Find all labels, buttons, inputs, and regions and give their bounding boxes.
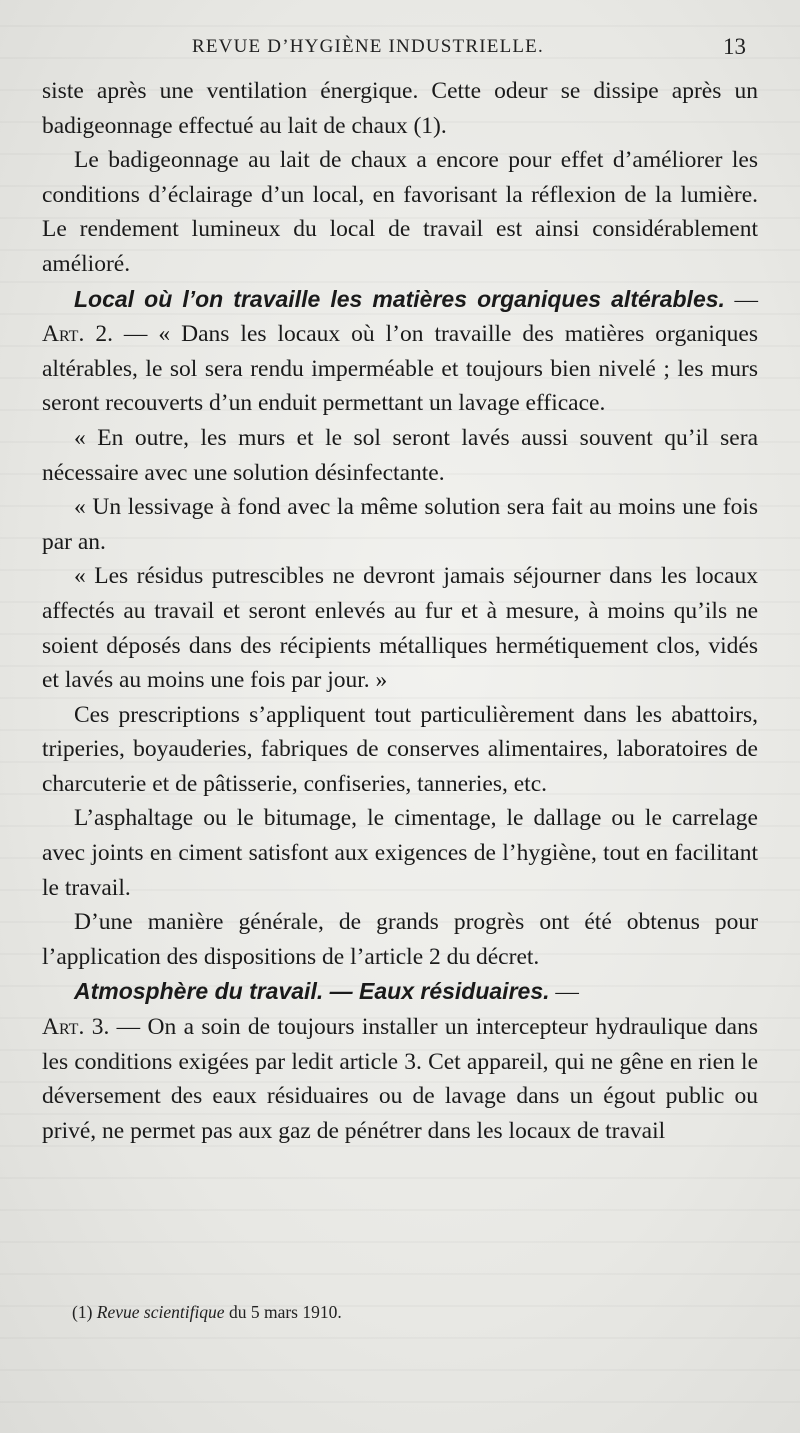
paragraph-2: Le badigeonnage au lait de chaux a encore pour effet d’améliorer les conditions d’éclairage d’un local, en favorisant la réflexion de la lumière. Le rendement lumineux du local de travail est ainsi considérablement amélioré. [42,147,758,277]
article-3-text: 3. — On a soin de toujours installer un intercepteur hydraulique dans les conditions exigées par ledit article 3. Cet appareil, qui ne gêne en rien le déversement des eaux résiduaires ou de lavage dans un égout public ou privé, ne permet pas aux gaz de pénétrer dans les locaux de travail [42,1014,758,1144]
paragraph-6: « Les résidus putrescibles ne devront jamais séjourner dans les locaux affectés au travail et seront enlevés au fur et à mesure, à moins qu’ils ne soient déposés dans des récipients métalliques hermétiquement clos, vidés et lavés au moins une fois par jour. » [42,563,758,694]
article-label: Art. [42,1014,85,1041]
article-2-text: 2. — « Dans les locaux où l’on travaille des matières organiques altérables, le sol sera rendu imperméable et toujours bien nivelé ; les murs seront recouverts d’un enduit permettant un lavage efficace. [42,321,758,417]
paragraph-10 [42,974,758,1148]
page-number: 13 [723,34,746,59]
paragraph-1: siste après une ventilation énergique. Cette odeur se dissipe après un badigeonnage effectué au lait de chaux (1). [42,78,758,139]
footnote-text: du 5 mars 1910. [228,1302,342,1322]
section-heading-local: Local où l’on travaille les matières organiques altérables. [74,285,725,312]
paragraph-8: L’asphaltage ou le bitumage, le cimentage, le dallage ou le carrelage avec joints en ciment satisfont aux exigences de l’hygiène, tout en facilitant le travail. [42,805,758,901]
heading-dash: — [549,979,579,1006]
paragraph-7: Ces prescriptions s’appliquent tout particulièrement dans les abattoirs, triperies, boyauderies, fabriques de conserves alimentaires, laboratoires de charcuterie et de pâtisserie, confiseries, tanneries, etc. [42,701,758,797]
footnote [72,1302,342,1323]
paragraph-4: « En outre, les murs et le sol seront lavés aussi souvent qu’il sera nécessaire avec une solution désinfectante. [42,424,758,486]
paragraph-3 [42,282,758,421]
running-title: REVUE D’HYGIÈNE INDUSTRIELLE. [192,36,544,57]
paragraph-9: D’une manière générale, de grands progrès ont été obtenus pour l’application des dispositions de l’article 2 du décret. [42,909,758,970]
paragraph-5: « Un lessivage à fond avec la même solution sera fait au moins une fois par an. [42,494,758,555]
footnote-marker: (1) [72,1302,93,1322]
body-text [42,74,758,1148]
page-header [0,34,800,64]
heading-dash: — [724,286,758,313]
section-heading-atmosphere: Atmosphère du travail. — Eaux résiduaires. [74,978,550,1005]
article-label: Art. [42,321,85,348]
footnote-journal: Revue scientifique [96,1302,225,1322]
